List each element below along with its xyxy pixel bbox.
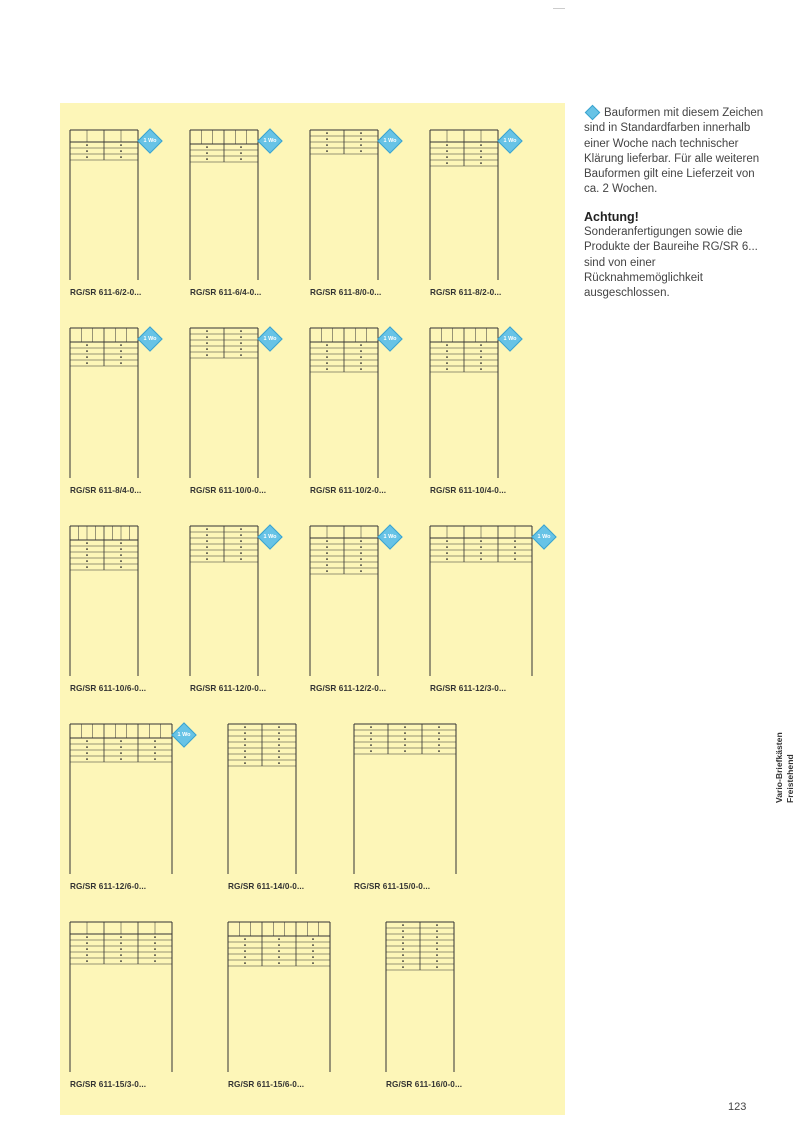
mailbox-slot [360,369,362,370]
product-tile [308,516,428,706]
mailbox-slot [240,153,242,154]
mailbox-slot [278,727,280,728]
mailbox-slot [86,937,88,938]
mailbox-slot [360,571,362,572]
mailbox-slot [240,553,242,554]
note-heading: Achtung! [584,209,639,224]
mailbox-diagram [308,120,380,285]
mailbox-slot [404,727,406,728]
mailbox-slot [206,343,208,344]
mailbox-slot [278,757,280,758]
mailbox-diagram [428,318,500,483]
mailbox-slot [120,961,122,962]
mailbox-slot [370,745,372,746]
product-code: RG/SR 611-12/6-0... [70,882,147,891]
mailbox-slot [154,937,156,938]
mailbox-slot [86,345,88,346]
product-code: RG/SR 611-8/4-0... [70,486,142,495]
mailbox-diagram [188,120,260,285]
mailbox-slot [326,541,328,542]
mailbox-slot [514,553,516,554]
mailbox-slot [312,945,314,946]
delivery-badge-icon [377,524,402,549]
mailbox-slot [360,559,362,560]
product-code: RG/SR 611-10/0-0... [190,486,267,495]
mailbox-slot [206,337,208,338]
delivery-badge-icon [377,326,402,351]
mailbox-slot [446,559,448,560]
mailbox-slot [402,937,404,938]
mailbox-diagram [308,516,380,681]
mailbox-slot [120,145,122,146]
mailbox-slot [206,553,208,554]
product-tile [428,318,548,508]
mailbox-slot [120,949,122,950]
mailbox-slot [360,133,362,134]
product-tile [226,714,346,904]
mailbox-slot [404,739,406,740]
mailbox-slot [480,151,482,152]
mailbox-slot [86,549,88,550]
mailbox-slot [86,961,88,962]
product-tile [308,318,428,508]
mailbox-slot [154,741,156,742]
mailbox-slot [446,357,448,358]
mailbox-slot [244,951,246,952]
mailbox-slot [120,741,122,742]
mailbox-slot [436,937,438,938]
product-tile [188,120,308,310]
badge-label: 1 Wo [383,336,397,342]
mailbox-slot [312,939,314,940]
mailbox-slot [446,363,448,364]
product-code: RG/SR 611-10/4-0... [430,486,507,495]
mailbox-slot [480,363,482,364]
mailbox-slot [402,955,404,956]
mailbox-slot [154,759,156,760]
mailbox-slot [86,543,88,544]
mailbox-diagram [384,912,456,1077]
mailbox-slot [244,739,246,740]
mailbox-slot [120,747,122,748]
mailbox-slot [154,955,156,956]
mailbox-diagram [352,714,458,879]
product-code: RG/SR 611-10/2-0... [310,486,387,495]
side-tab-line-1: Vario-Briefkästen [774,732,784,803]
mailbox-slot [446,151,448,152]
mailbox-slot [120,549,122,550]
mailbox-slot [480,157,482,158]
mailbox-slot [326,363,328,364]
delivery-badge-icon [377,128,402,153]
mailbox-slot [514,541,516,542]
mailbox-slot [120,357,122,358]
mailbox-slot [404,745,406,746]
mailbox-slot [326,571,328,572]
mailbox-slot [86,561,88,562]
mailbox-diagram [68,318,140,483]
mailbox-slot [154,961,156,962]
delivery-badge-icon [257,128,282,153]
mailbox-slot [240,337,242,338]
product-code: RG/SR 611-12/3-0... [430,684,507,693]
product-code: RG/SR 611-15/0-0... [354,882,431,891]
delivery-note [584,106,764,302]
product-code: RG/SR 611-8/0-0... [310,288,382,297]
mailbox-slot [360,547,362,548]
mailbox-slot [86,363,88,364]
mailbox-diagram [308,318,380,483]
mailbox-slot [326,139,328,140]
badge-label: 1 Wo [263,336,277,342]
mailbox-slot [278,963,280,964]
mailbox-slot [120,567,122,568]
mailbox-slot [240,535,242,536]
delivery-badge-icon [257,326,282,351]
delivery-badge-icon [137,326,162,351]
mailbox-diagram [428,516,534,681]
product-code: RG/SR 611-15/6-0... [228,1080,305,1089]
mailbox-slot [278,945,280,946]
mailbox-slot [86,949,88,950]
mailbox-slot [120,555,122,556]
mailbox-slot [120,937,122,938]
mailbox-slot [206,529,208,530]
product-tile [68,318,188,508]
mailbox-slot [206,541,208,542]
mailbox-slot [244,963,246,964]
mailbox-slot [86,555,88,556]
mailbox-slot [154,943,156,944]
mailbox-slot [438,739,440,740]
mailbox-slot [206,153,208,154]
note-line-2: Sonderanfertigungen sowie die Produkte der Baureihe RG/SR 6... sind von einer Rücknahmemöglichkeit ausgeschlossen. [584,226,758,300]
mailbox-slot [244,757,246,758]
mailbox-slot [436,967,438,968]
mailbox-slot [436,925,438,926]
mailbox-slot [86,943,88,944]
product-code: RG/SR 611-6/2-0... [70,288,142,297]
mailbox-slot [402,961,404,962]
mailbox-slot [120,561,122,562]
product-tile [428,516,551,706]
mailbox-slot [446,163,448,164]
mailbox-slot [86,567,88,568]
mailbox-slot [120,157,122,158]
badge-label: 1 Wo [383,534,397,540]
mailbox-slot [446,351,448,352]
mailbox-slot [206,559,208,560]
mailbox-slot [86,753,88,754]
badge-label: 1 Wo [537,534,551,540]
mailbox-slot [326,559,328,560]
mailbox-slot [278,763,280,764]
mailbox-slot [360,345,362,346]
side-tab [772,705,800,805]
mailbox-slot [480,541,482,542]
mailbox-slot [244,957,246,958]
mailbox-diagram [226,912,332,1077]
note-text [584,106,764,198]
mailbox-diagram [226,714,298,879]
badge-label: 1 Wo [177,732,191,738]
mailbox-slot [120,363,122,364]
mailbox-slot [206,159,208,160]
mailbox-slot [480,345,482,346]
mailbox-slot [360,357,362,358]
mailbox-slot [326,345,328,346]
mailbox-slot [120,351,122,352]
mailbox-slot [480,357,482,358]
mailbox-slot [154,747,156,748]
product-tile [188,516,308,706]
product-tile [384,912,504,1102]
product-tile [68,714,191,904]
mailbox-slot [244,939,246,940]
mailbox-slot [312,951,314,952]
mailbox-slot [86,351,88,352]
mailbox-slot [120,345,122,346]
badge-label: 1 Wo [503,138,517,144]
mailbox-slot [240,547,242,548]
mailbox-diagram [428,120,500,285]
mailbox-slot [206,349,208,350]
mailbox-slot [402,931,404,932]
mailbox-slot [240,559,242,560]
mailbox-slot [446,145,448,146]
mailbox-slot [244,733,246,734]
mailbox-slot [120,955,122,956]
mailbox-diagram [188,318,260,483]
mailbox-slot [370,751,372,752]
mailbox-slot [240,343,242,344]
mailbox-slot [278,951,280,952]
mailbox-slot [86,747,88,748]
mailbox-slot [278,957,280,958]
mailbox-slot [480,559,482,560]
mailbox-slot [244,751,246,752]
mailbox-slot [480,369,482,370]
mailbox-slot [86,759,88,760]
mailbox-slot [446,553,448,554]
mailbox-slot [326,357,328,358]
mailbox-slot [120,759,122,760]
mailbox-slot [278,733,280,734]
badge-label: 1 Wo [263,534,277,540]
mailbox-slot [240,529,242,530]
mailbox-slot [360,139,362,140]
mailbox-slot [120,543,122,544]
mailbox-slot [326,547,328,548]
mailbox-diagram [68,714,174,879]
mailbox-slot [86,157,88,158]
mailbox-slot [480,351,482,352]
mailbox-slot [446,345,448,346]
mailbox-diagram [68,912,174,1077]
mailbox-slot [326,133,328,134]
page-number: 123 [728,1101,747,1113]
mailbox-slot [370,727,372,728]
product-code: RG/SR 611-14/0-0... [228,882,305,891]
mailbox-slot [404,751,406,752]
mailbox-slot [154,753,156,754]
mailbox-slot [240,159,242,160]
mailbox-diagram [188,516,260,681]
product-code: RG/SR 611-6/4-0... [190,288,262,297]
mailbox-slot [360,351,362,352]
mailbox-slot [312,963,314,964]
mailbox-slot [240,331,242,332]
mailbox-slot [514,559,516,560]
mailbox-slot [438,727,440,728]
product-tile [68,516,188,706]
mailbox-slot [86,151,88,152]
mailbox-diagram [68,516,140,681]
mailbox-slot [402,967,404,968]
mailbox-slot [402,943,404,944]
mailbox-diagram [68,120,140,285]
mailbox-slot [206,547,208,548]
delivery-badge-icon [497,128,522,153]
mailbox-slot [370,733,372,734]
mailbox-slot [436,955,438,956]
product-tile [226,912,346,1102]
mailbox-slot [326,145,328,146]
mailbox-slot [206,535,208,536]
mailbox-slot [436,949,438,950]
mailbox-slot [326,553,328,554]
mailbox-slot [402,949,404,950]
mailbox-slot [154,949,156,950]
product-tile [188,318,308,508]
mailbox-slot [360,145,362,146]
mailbox-slot [244,727,246,728]
badge-label: 1 Wo [143,138,157,144]
delivery-badge-icon [585,105,601,121]
mailbox-slot [436,943,438,944]
mailbox-slot [480,547,482,548]
product-tile [68,912,188,1102]
mailbox-slot [360,363,362,364]
badge-label: 1 Wo [143,336,157,342]
mailbox-slot [240,147,242,148]
mailbox-slot [480,145,482,146]
product-code: RG/SR 611-12/0-0... [190,684,267,693]
mailbox-slot [446,547,448,548]
delivery-badge-icon [137,128,162,153]
mailbox-slot [480,163,482,164]
mailbox-slot [86,741,88,742]
product-tile [352,714,472,904]
mailbox-slot [480,553,482,554]
mailbox-slot [436,931,438,932]
mailbox-slot [326,369,328,370]
mailbox-slot [240,355,242,356]
mailbox-slot [326,565,328,566]
mailbox-slot [244,745,246,746]
mailbox-slot [438,751,440,752]
badge-label: 1 Wo [263,138,277,144]
mailbox-slot [360,541,362,542]
mailbox-slot [446,541,448,542]
mailbox-slot [244,945,246,946]
product-tile [308,120,428,310]
mailbox-slot [326,351,328,352]
mailbox-slot [326,151,328,152]
badge-label: 1 Wo [503,336,517,342]
product-code: RG/SR 611-15/3-0... [70,1080,147,1089]
mailbox-slot [120,753,122,754]
note-line-1: Bauformen mit diesem Zeichen sind in Standardfarben innerhalb einer Woche nach technischer Klärung lieferbar. Für alle weiteren Bauformen gilt eine Lieferzeit von ca. 2 Wochen. [584,107,764,196]
mailbox-slot [278,745,280,746]
crop-mark [553,8,565,9]
mailbox-slot [360,151,362,152]
mailbox-slot [312,957,314,958]
mailbox-slot [360,553,362,554]
mailbox-slot [86,357,88,358]
product-tile [428,120,548,310]
mailbox-slot [278,751,280,752]
mailbox-slot [370,739,372,740]
mailbox-slot [278,739,280,740]
mailbox-slot [206,355,208,356]
mailbox-slot [86,955,88,956]
mailbox-slot [240,349,242,350]
mailbox-slot [446,369,448,370]
mailbox-slot [120,151,122,152]
mailbox-slot [360,565,362,566]
mailbox-slot [514,547,516,548]
delivery-badge-icon [497,326,522,351]
mailbox-slot [206,147,208,148]
mailbox-slot [278,939,280,940]
product-code: RG/SR 611-12/2-0... [310,684,387,693]
mailbox-slot [404,733,406,734]
mailbox-slot [86,145,88,146]
product-tile [68,120,188,310]
mailbox-slot [244,763,246,764]
product-code: RG/SR 611-8/2-0... [430,288,502,297]
mailbox-slot [206,331,208,332]
mailbox-slot [436,961,438,962]
product-code: RG/SR 611-16/0-0... [386,1080,463,1089]
badge-label: 1 Wo [383,138,397,144]
mailbox-slot [438,733,440,734]
side-tab-line-2: Freistehend [785,754,795,803]
product-code: RG/SR 611-10/6-0... [70,684,147,693]
mailbox-slot [402,925,404,926]
mailbox-slot [240,541,242,542]
mailbox-slot [446,157,448,158]
mailbox-slot [438,745,440,746]
delivery-badge-icon [257,524,282,549]
mailbox-slot [120,943,122,944]
